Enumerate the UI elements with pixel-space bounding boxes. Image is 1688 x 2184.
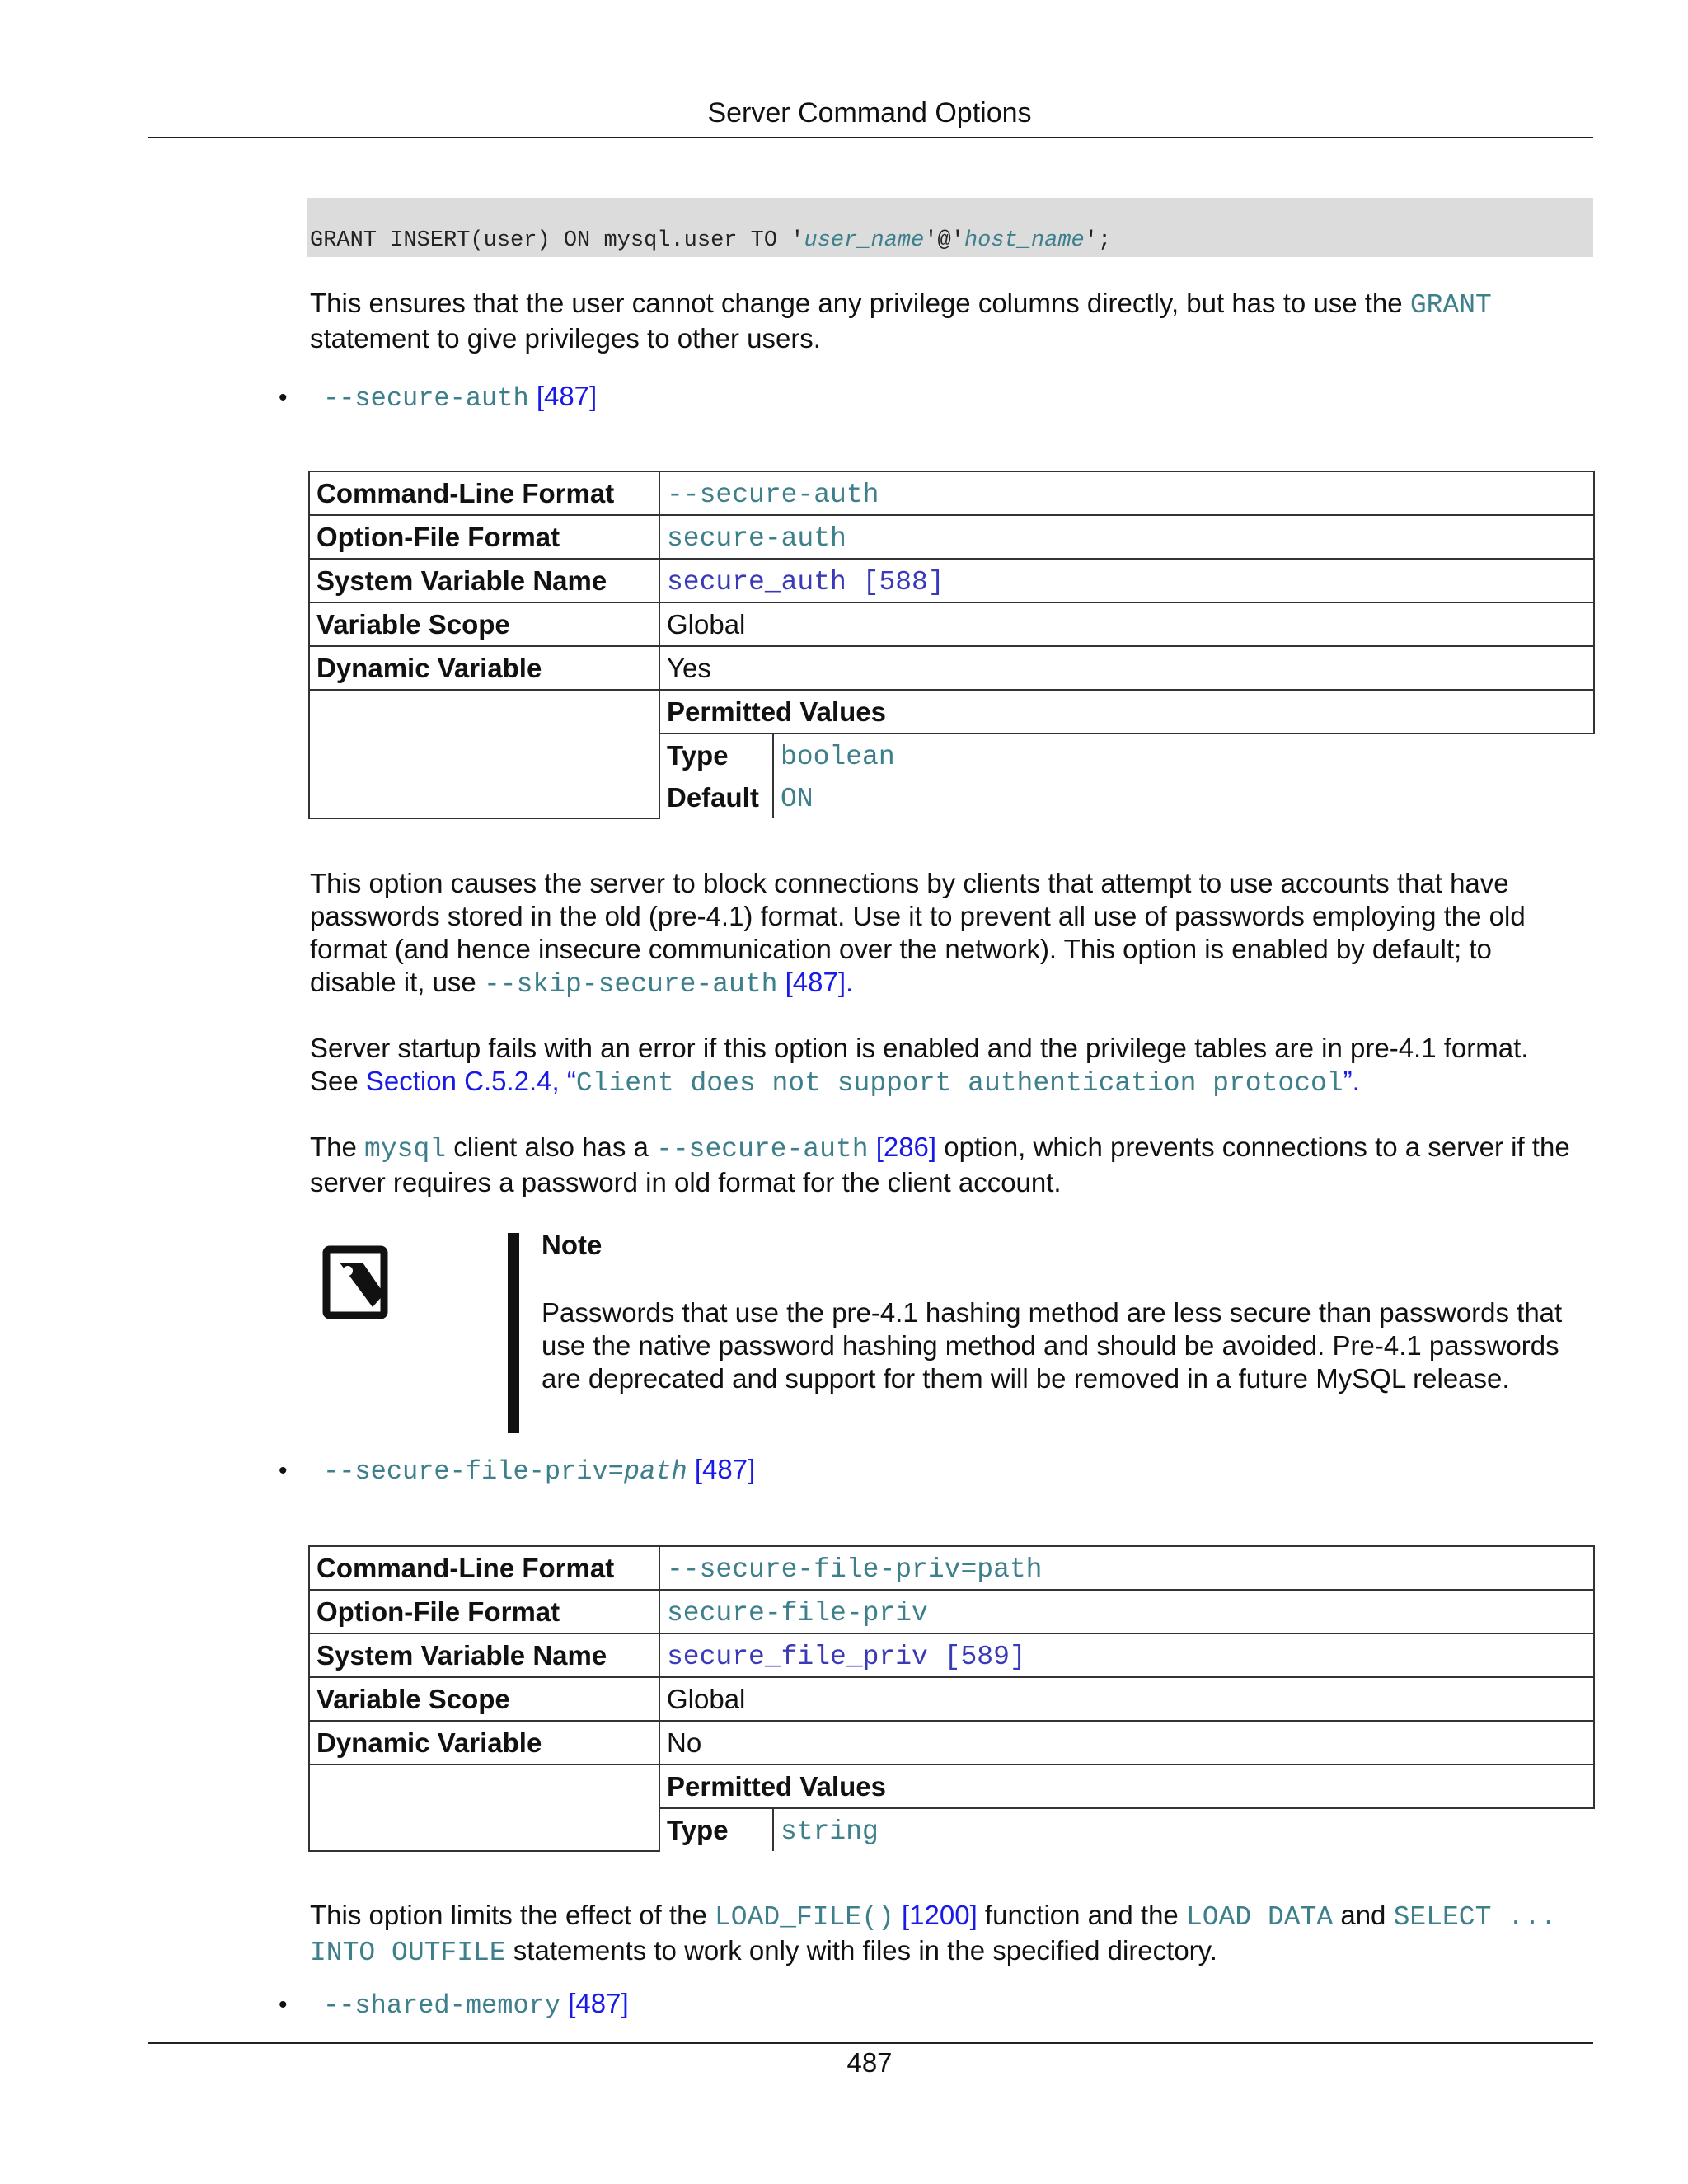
row-value: Yes bbox=[659, 646, 1594, 690]
type-value: string bbox=[781, 1816, 879, 1847]
row-value: Global bbox=[659, 602, 1594, 646]
row-value: --secure-file-priv=path bbox=[659, 1546, 1594, 1590]
table-row bbox=[309, 1546, 1594, 1590]
code-user-name: user_name bbox=[804, 228, 925, 253]
client-secure-auth-option[interactable]: --secure-auth bbox=[656, 1134, 869, 1165]
note-icon bbox=[321, 1244, 397, 1320]
option-name[interactable]: --secure-auth bbox=[323, 383, 529, 414]
code-prefix: GRANT INSERT(user) ON mysql.user TO ' bbox=[310, 228, 804, 253]
intro-text-b: statement to give privileges to other users. bbox=[310, 323, 821, 354]
empty-cell bbox=[309, 690, 659, 818]
sub-table-cell bbox=[659, 733, 1594, 776]
mysql-command: mysql bbox=[364, 1134, 447, 1165]
option-shared-memory[interactable] bbox=[323, 1988, 629, 2021]
row-value: --secure-auth bbox=[659, 471, 1594, 515]
section-link[interactable]: Section C.5.2.4, “Client does not support authentication protocol”. bbox=[365, 1066, 1360, 1099]
ref-link[interactable]: [286] bbox=[875, 1132, 937, 1162]
row-value: secure-auth bbox=[659, 515, 1594, 559]
row-value-link[interactable]: secure_auth [588] bbox=[659, 559, 1594, 602]
options-table-secure-file-priv bbox=[308, 1545, 1595, 1852]
table-row bbox=[309, 646, 1594, 690]
grant-keyword: GRANT bbox=[1409, 290, 1492, 321]
default-value: ON bbox=[781, 783, 814, 814]
secure-auth-description: This option causes the server to block connections by clients that attempt to use accounts that have passwords stored in the old (pre-4.1) format. Use it to prevent all use of passwords employing the old format (and hence insecure communication over the network). This option is enabled by default; to disable it, use --skip-secure-auth [487]. bbox=[310, 868, 1526, 1000]
permitted-values-row bbox=[309, 690, 1594, 733]
sub-table-cell bbox=[659, 1808, 1594, 1851]
load-file-function[interactable]: LOAD_FILE() bbox=[714, 1902, 894, 1933]
type-label: Type bbox=[660, 734, 773, 776]
row-label: Command-Line Format bbox=[309, 1546, 659, 1590]
row-label: Variable Scope bbox=[309, 602, 659, 646]
row-value: secure-file-priv bbox=[659, 1590, 1594, 1633]
note-title: Note bbox=[542, 1230, 603, 1260]
table-row bbox=[309, 1590, 1594, 1633]
code-mid: '@' bbox=[924, 228, 964, 253]
option-ref-link[interactable]: [487] bbox=[694, 1454, 756, 1484]
row-label: Variable Scope bbox=[309, 1677, 659, 1721]
option-name[interactable]: --shared-memory bbox=[323, 1990, 561, 2021]
option-secure-auth[interactable] bbox=[323, 381, 597, 414]
select-statement: SELECT ... bbox=[1393, 1902, 1557, 1933]
page-number: 487 bbox=[846, 2047, 893, 2078]
client-paragraph: The mysql client also has a --secure-auth [286] option, which prevents connections to a server if the server requires a password in old format for the client account. bbox=[310, 1132, 1570, 1197]
option-name[interactable]: --secure-file-priv=path bbox=[323, 1456, 687, 1487]
permitted-values-header: Permitted Values bbox=[659, 690, 1594, 733]
row-value: No bbox=[659, 1721, 1594, 1765]
row-value: Global bbox=[659, 1677, 1594, 1721]
startup-paragraph: Server startup fails with an error if this option is enabled and the privilege tables are in pre-4.1 format. See Section C.5.2.4, “Client does not support authentication protocol”. bbox=[310, 1033, 1529, 1099]
row-value-link[interactable]: secure_file_priv [589] bbox=[659, 1633, 1594, 1677]
bullet-secure-auth bbox=[279, 381, 288, 412]
into-outfile-statement: INTO OUTFILE bbox=[310, 1938, 506, 1968]
empty-cell bbox=[309, 1765, 659, 1851]
table-row bbox=[309, 602, 1594, 646]
option-ref-link[interactable]: [487] bbox=[568, 1988, 629, 2018]
options-table-secure-auth bbox=[308, 471, 1595, 819]
option-secure-file-priv[interactable] bbox=[323, 1454, 755, 1487]
footer-rule bbox=[148, 2042, 1593, 2044]
code-host-name: host_name bbox=[964, 228, 1085, 253]
row-label: System Variable Name bbox=[309, 559, 659, 602]
note-bar bbox=[508, 1233, 519, 1433]
table-row bbox=[309, 559, 1594, 602]
type-label: Type bbox=[660, 1809, 773, 1851]
row-label: Option-File Format bbox=[309, 515, 659, 559]
default-label: Default bbox=[660, 776, 773, 818]
table-row bbox=[309, 471, 1594, 515]
type-value: boolean bbox=[781, 741, 895, 772]
sub-table-cell bbox=[659, 776, 1594, 818]
row-label: Option-File Format bbox=[309, 1590, 659, 1633]
bullet-shared-memory: • bbox=[279, 1991, 288, 2018]
bullet-secure-file-priv: • bbox=[279, 1457, 288, 1484]
page-title: Server Command Options bbox=[707, 97, 1032, 129]
ref-link[interactable]: [1200] bbox=[902, 1900, 978, 1930]
code-sample bbox=[307, 198, 1593, 257]
option-ref-link[interactable]: [487] bbox=[536, 381, 598, 411]
note-text: Passwords that use the pre-4.1 hashing method are less secure than passwords that use the native password hashing method and should be avoided. Pre-4.1 passwords are deprecated and support for them will be removed in a future MySQL release. bbox=[542, 1297, 1563, 1394]
row-label: Command-Line Format bbox=[309, 471, 659, 515]
intro-paragraph bbox=[310, 287, 1596, 355]
ref-link[interactable]: [487] bbox=[785, 967, 846, 997]
bullet-dot: • bbox=[279, 384, 288, 411]
skip-secure-auth-option[interactable]: --skip-secure-auth bbox=[483, 969, 778, 1000]
permitted-values-header: Permitted Values bbox=[659, 1765, 1594, 1808]
permitted-values-row bbox=[309, 1765, 1594, 1808]
row-label: Dynamic Variable bbox=[309, 646, 659, 690]
row-label: System Variable Name bbox=[309, 1633, 659, 1677]
header-rule bbox=[148, 137, 1593, 138]
table-row bbox=[309, 1721, 1594, 1765]
load-file-paragraph: This option limits the effect of the LOAD_FILE() [1200] function and the LOAD DATA and SELECT ... INTO OUTFILE statements to work only with files in the specified directory. bbox=[310, 1900, 1557, 1968]
table-row bbox=[309, 1633, 1594, 1677]
load-data-statement: LOAD DATA bbox=[1185, 1902, 1334, 1933]
table-row bbox=[309, 1677, 1594, 1721]
table-row bbox=[309, 515, 1594, 559]
code-suffix: '; bbox=[1084, 228, 1112, 253]
row-label: Dynamic Variable bbox=[309, 1721, 659, 1765]
intro-text-a: This ensures that the user cannot change any privilege columns directly, but has to use the bbox=[310, 288, 1410, 318]
